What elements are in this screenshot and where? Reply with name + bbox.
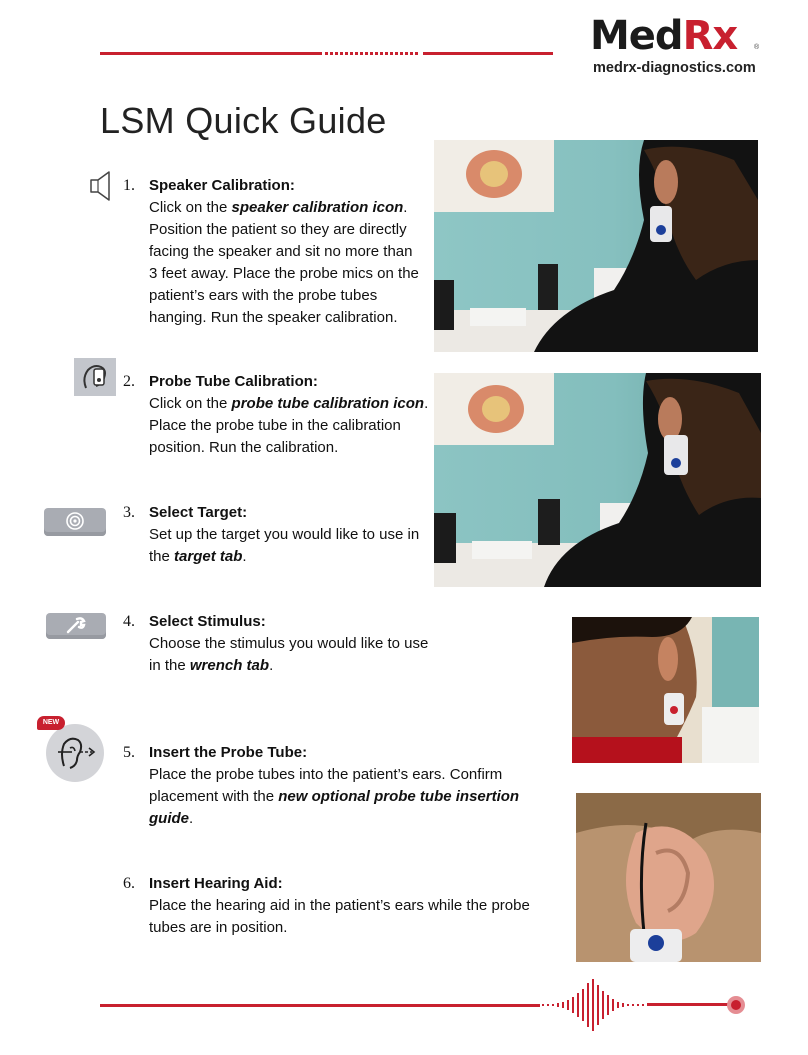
page-title: LSM Quick Guide xyxy=(100,100,387,141)
step-number: 5. xyxy=(123,744,135,761)
step-select-stimulus: 4. Select Stimulus: Choose the stimulus you would like to use in the wrench tab. xyxy=(123,611,563,677)
speaker-calibration-photo xyxy=(434,140,758,352)
step-select-target: 3. Select Target: Set up the target you would like to use in the target tab. xyxy=(123,502,563,568)
step-number: 6. xyxy=(123,875,135,892)
insert-hearing-aid-photo xyxy=(576,793,761,962)
step-insert-probe-tube: 5. Insert the Probe Tube: Place the probe tubes into the patient’s ears. Confirm placement with the new optional probe tube insertion guide. xyxy=(123,742,563,830)
footer-rule xyxy=(100,1004,540,1007)
step-heading: Insert the Probe Tube: xyxy=(149,744,308,761)
header-rule xyxy=(100,52,322,55)
insert-probe-tube-photo xyxy=(572,617,759,763)
target-tab-icon xyxy=(44,508,106,536)
step-heading: Probe Tube Calibration: xyxy=(149,373,318,390)
probe-tube-calibration-photo xyxy=(434,373,761,587)
step-heading: Select Stimulus: xyxy=(149,613,266,630)
step-heading: Select Target: xyxy=(149,504,248,521)
wrench-tab-icon xyxy=(46,613,106,639)
step-probe-tube-calibration: 2. Probe Tube Calibration: Click on the probe tube calibration icon. Place the probe tube in the calibration position. Run the calibration. xyxy=(123,373,429,456)
probe-insertion-guide-icon xyxy=(46,724,104,782)
probe-tube-calibration-icon xyxy=(74,358,116,396)
step-insert-hearing-aid: 6. Insert Hearing Aid: Place the hearing aid in the patient’s ears while the probe tubes are in position. xyxy=(123,873,563,939)
step-number: 4. xyxy=(123,613,135,630)
step-heading: Speaker Calibration: xyxy=(149,177,295,194)
step-number: 1. xyxy=(123,177,135,194)
registered-mark: ® xyxy=(754,44,760,51)
header-rule-right xyxy=(423,52,553,55)
medrx-logo: MedRx xyxy=(590,13,738,59)
speaker-calibration-icon xyxy=(89,170,113,202)
new-badge: NEW xyxy=(37,716,65,730)
step-number: 2. xyxy=(123,373,135,390)
header-rule-dotted xyxy=(325,52,420,55)
step-speaker-calibration: 1. Speaker Calibration: Click on the speaker calibration icon. Position the patient so they are directly facing the speaker and sit no more than 3 feet away. Place the probe mics on the patient’s ears with the probe tubes hanging. Run the speaker calibration. xyxy=(123,175,563,329)
sound-wave-graphic xyxy=(540,975,750,1035)
step-number: 3. xyxy=(123,504,135,521)
website-url: medrx-diagnostics.com xyxy=(593,60,756,76)
step-heading: Insert Hearing Aid: xyxy=(149,875,283,892)
